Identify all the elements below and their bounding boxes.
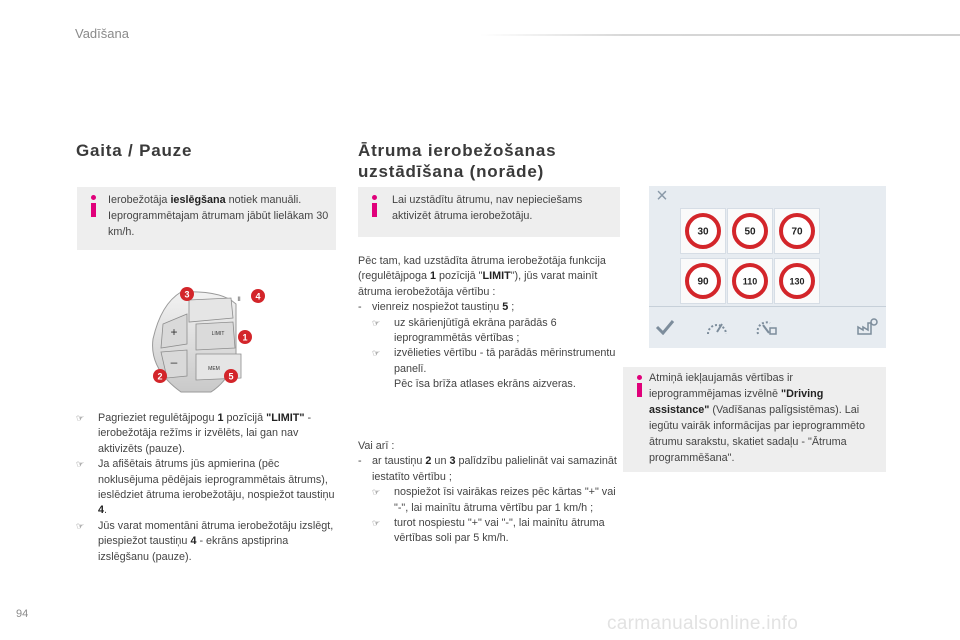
info-icon xyxy=(87,195,101,217)
diagram-limit: LIMIT xyxy=(211,331,225,337)
info-text: Lai uzstādītu ātrumu, nav nepieciešams aktivizēt ātruma ierobežotāju. xyxy=(392,194,583,222)
info-icon xyxy=(368,195,382,217)
svg-text:130: 130 xyxy=(789,276,805,287)
panel-divider xyxy=(649,306,886,307)
diagram-mem: MEM xyxy=(208,366,220,372)
speed-preset-110[interactable] xyxy=(727,258,773,304)
speed-preset-130[interactable] xyxy=(774,258,820,304)
steering-wheel-controls-diagram xyxy=(141,284,277,396)
svg-text:70: 70 xyxy=(791,226,803,238)
speed-preset-90[interactable] xyxy=(680,258,726,304)
section-heading-speed-limit-setting: Ātruma ierobežošanas uzstādīšana (norāde) xyxy=(358,141,557,181)
marker-3: 3 xyxy=(184,289,190,300)
header-divider xyxy=(480,34,960,36)
speed-preset-70[interactable] xyxy=(774,208,820,254)
confirm-check-icon[interactable] xyxy=(645,309,685,345)
speed-sign-icon xyxy=(732,263,768,299)
list-item-continuation: Pēc īsa brīža atlases ekrāns aizveras. xyxy=(394,378,576,391)
middle-instructions xyxy=(358,254,620,393)
list-item: ☞ Ja afišētais ātrums jūs apmierina (pēc noklusējuma pēdējais ieprogrammētais ātrums), ieslēdziet ātruma ierobežotāju, nospiežot taustiņu 4. xyxy=(76,458,335,517)
speed-preset-30[interactable] xyxy=(680,208,726,254)
speed-sign-icon xyxy=(685,213,721,249)
svg-text:50: 50 xyxy=(744,226,756,238)
info-text: Atmiņā iekļaujamās vērtības ir ieprogrammējamas izvēlnē "Driving assistance" (Vadīšanas palīgsistēmas). Lai iegūtu vairāk informācijas par ieprogrammēto ātrumu sarakstu, skatiet sadaļu - "Ātruma programmēšana". xyxy=(649,372,866,464)
info-box-activation xyxy=(77,187,336,250)
page-header-title: Vadīšana xyxy=(75,26,129,41)
settings-factory-icon[interactable] xyxy=(847,309,887,345)
list-item: ☞ turot nospiestu "+" vai "-", lai mainītu ātruma vērtības soli par 5 km/h. xyxy=(372,517,605,545)
list-item: ☞ izvēlieties vērtību - tā parādās mērinstrumentu panelī. xyxy=(372,347,616,375)
watermark: carmanualsonline.info xyxy=(607,613,799,634)
speed-limiter-icon[interactable] xyxy=(747,309,787,345)
marker-4: 4 xyxy=(255,291,261,302)
speed-sign-icon xyxy=(779,213,815,249)
list-item: ☞ Jūs varat momentāni ātruma ierobežotāju izslēgt, piespiežot taustiņu 4 - ekrāns apstiprina izslēgšanu (pauze). xyxy=(76,519,334,563)
left-instructions xyxy=(76,411,338,565)
marker-2: 2 xyxy=(157,371,163,382)
diagram-plus: + xyxy=(170,325,178,339)
diagram-minus: – xyxy=(170,355,178,369)
speedometer-icon[interactable] xyxy=(697,309,737,345)
list-item: ☞ nospiežot īsi vairākas reizes pēc kārtas "+" vai "-", lai mainītu ātruma vērtību par 1 km/h ; xyxy=(372,486,616,514)
info-text: Ierobežotāja ieslēgšana notiek manuāli. Ieprogrammētajam ātrumam jābūt lielākam 30 km/h. xyxy=(108,194,329,238)
info-box-setting xyxy=(358,187,620,237)
middle-instructions-alt xyxy=(358,439,620,547)
page-number: 94 xyxy=(16,608,29,620)
diagram-pause: II xyxy=(237,297,241,303)
info-box-memory xyxy=(623,367,886,472)
paragraph: Pēc tam, kad uzstādīta ātruma ierobežotāja funkcija (regulētājpoga 1 pozīcijā "LIMIT"), jūs varat mainīt ātruma ierobežotāja vērtību : xyxy=(358,255,606,298)
section-heading-gait-pause: Gaita / Pauze xyxy=(76,141,193,160)
speed-preset-50[interactable] xyxy=(727,208,773,254)
svg-text:110: 110 xyxy=(742,276,758,287)
list-item: - ar taustiņu 2 un 3 palīdzību palielināt vai samazināt iestatīto vērtību ; xyxy=(358,455,617,483)
list-item: ☞ Pagrieziet regulētājpogu 1 pozīcijā "LIMIT" - ierobežotāja režīms ir izvēlēts, lai gan nav aktivizēts (pauze). xyxy=(76,412,312,455)
list-item: - vienreiz nospiežot taustiņu 5 ; xyxy=(358,301,515,314)
svg-text:90: 90 xyxy=(697,276,709,288)
svg-text:30: 30 xyxy=(697,226,709,238)
info-icon xyxy=(633,375,647,397)
speed-sign-icon xyxy=(685,263,721,299)
marker-5: 5 xyxy=(228,371,234,382)
marker-1: 1 xyxy=(242,332,248,343)
speed-sign-icon xyxy=(779,263,815,299)
paragraph: Vai arī : xyxy=(358,440,395,452)
speed-sign-icon xyxy=(732,213,768,249)
close-icon[interactable]: × xyxy=(656,185,668,207)
list-item: ☞ uz skārienjūtīgā ekrāna parādās 6 ieprogrammētās vērtības ; xyxy=(372,316,557,345)
